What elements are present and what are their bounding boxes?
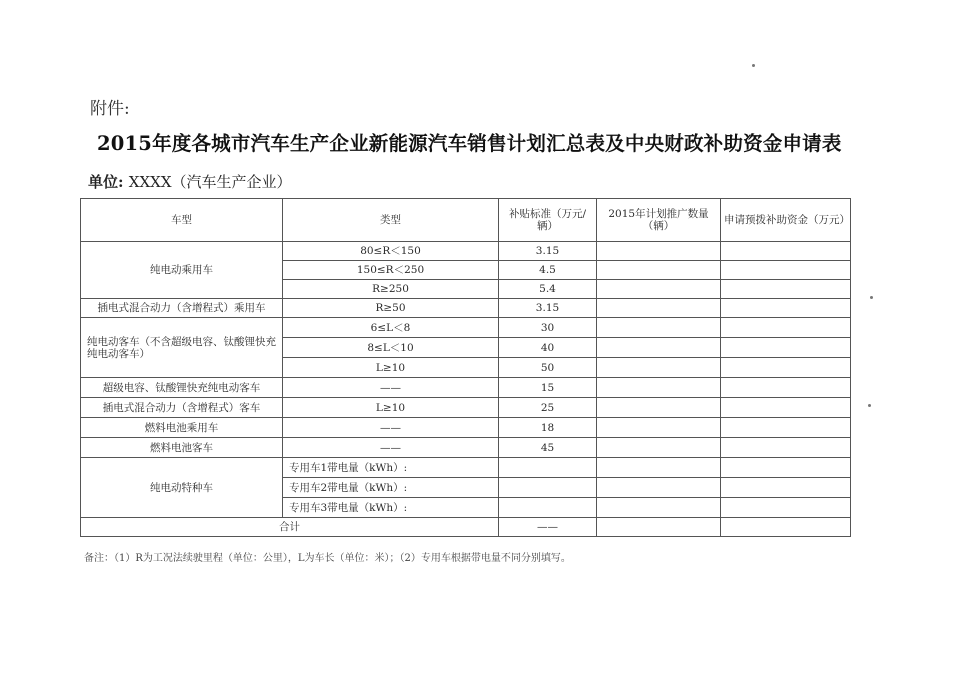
apply-fund-cell[interactable]	[721, 299, 851, 318]
apply-fund-cell[interactable]	[721, 478, 851, 498]
subsidy-cell	[499, 498, 597, 518]
table-row	[81, 458, 851, 478]
unit-line	[88, 171, 292, 192]
plan-qty-cell[interactable]	[597, 299, 721, 318]
plan-qty-cell[interactable]	[597, 478, 721, 498]
plan-qty-cell[interactable]	[597, 318, 721, 338]
apply-fund-cell[interactable]	[721, 358, 851, 378]
group-fc-car: 燃料电池乘用车	[81, 418, 283, 438]
subsidy-cell: 15	[499, 378, 597, 398]
total-plan-qty-cell[interactable]	[597, 518, 721, 537]
category-cell: L≥10	[283, 398, 499, 418]
apply-fund-cell[interactable]	[721, 378, 851, 398]
apply-fund-cell[interactable]	[721, 418, 851, 438]
group-phev-bus: 插电式混合动力（含增程式）客车	[81, 398, 283, 418]
document-title: 2015年度各城市汽车生产企业新能源汽车销售计划汇总表及中央财政补助资金申请表	[97, 132, 842, 155]
group-pure-ev-car: 纯电动乘用车	[81, 242, 283, 299]
header-category: 类型	[283, 199, 499, 242]
category-cell: 8≤L＜10	[283, 338, 499, 358]
subsidy-cell: 30	[499, 318, 597, 338]
plan-qty-cell[interactable]	[597, 378, 721, 398]
footnote: 备注：（1）R为工况法续驶里程（单位：公里），L为车长（单位：米）；（2）专用车根据带电量不同分别填写。	[84, 553, 571, 564]
subsidy-cell	[499, 458, 597, 478]
table-row	[81, 378, 851, 398]
apply-fund-cell[interactable]	[721, 458, 851, 478]
attachment-label: 附件:	[90, 99, 130, 119]
plan-qty-cell[interactable]	[597, 338, 721, 358]
apply-fund-cell[interactable]	[721, 318, 851, 338]
apply-fund-cell[interactable]	[721, 280, 851, 299]
category-cell: 150≤R＜250	[283, 261, 499, 280]
category-cell: 专用车3带电量（kWh）:	[283, 498, 499, 518]
category-cell: 6≤L＜8	[283, 318, 499, 338]
group-fc-bus: 燃料电池客车	[81, 438, 283, 458]
total-apply-fund-cell[interactable]	[721, 518, 851, 537]
apply-fund-cell[interactable]	[721, 498, 851, 518]
unit-label: 单位:	[88, 173, 124, 191]
subsidy-cell: 5.4	[499, 280, 597, 299]
subsidy-cell: 45	[499, 438, 597, 458]
category-cell: ——	[283, 418, 499, 438]
category-cell: 专用车2带电量（kWh）:	[283, 478, 499, 498]
apply-fund-cell[interactable]	[721, 242, 851, 261]
plan-qty-cell[interactable]	[597, 458, 721, 478]
header-subsidy: 补贴标准（万元/辆）	[499, 199, 597, 242]
header-apply-fund: 申请预拨补助资金（万元）	[721, 199, 851, 242]
subsidy-cell: 4.5	[499, 261, 597, 280]
plan-qty-cell[interactable]	[597, 261, 721, 280]
table-row	[81, 438, 851, 458]
plan-qty-cell[interactable]	[597, 418, 721, 438]
group-ultracap-bus: 超级电容、钛酸锂快充纯电动客车	[81, 378, 283, 398]
subsidy-cell: 50	[499, 358, 597, 378]
category-cell: ——	[283, 438, 499, 458]
table-row	[81, 242, 851, 261]
apply-fund-cell[interactable]	[721, 338, 851, 358]
plan-qty-cell[interactable]	[597, 498, 721, 518]
total-subsidy-cell: ——	[499, 518, 597, 537]
subsidy-cell	[499, 478, 597, 498]
category-cell: 80≤R＜150	[283, 242, 499, 261]
subsidy-table	[80, 198, 851, 537]
scan-speck	[752, 64, 755, 67]
category-cell: ——	[283, 378, 499, 398]
total-label: 合计	[81, 518, 499, 537]
plan-qty-cell[interactable]	[597, 280, 721, 299]
subsidy-cell: 3.15	[499, 299, 597, 318]
plan-qty-cell[interactable]	[597, 358, 721, 378]
scan-speck	[868, 404, 871, 407]
scan-speck	[870, 296, 873, 299]
table-row	[81, 418, 851, 438]
group-phev-car: 插电式混合动力（含增程式）乘用车	[81, 299, 283, 318]
subsidy-cell: 40	[499, 338, 597, 358]
apply-fund-cell[interactable]	[721, 398, 851, 418]
category-cell: L≥10	[283, 358, 499, 378]
table-header-row	[81, 199, 851, 242]
subsidy-cell: 3.15	[499, 242, 597, 261]
category-cell: R≥50	[283, 299, 499, 318]
apply-fund-cell[interactable]	[721, 438, 851, 458]
category-cell: R≥250	[283, 280, 499, 299]
table-row	[81, 299, 851, 318]
category-cell: 专用车1带电量（kWh）:	[283, 458, 499, 478]
subsidy-cell: 18	[499, 418, 597, 438]
group-pure-ev-bus: 纯电动客车（不含超级电容、钛酸锂快充纯电动客车）	[81, 318, 283, 378]
apply-fund-cell[interactable]	[721, 261, 851, 280]
plan-qty-cell[interactable]	[597, 242, 721, 261]
table-row	[81, 318, 851, 338]
plan-qty-cell[interactable]	[597, 398, 721, 418]
plan-qty-cell[interactable]	[597, 438, 721, 458]
unit-value: XXXX（汽车生产企业）	[128, 173, 292, 191]
table-total-row	[81, 518, 851, 537]
header-vehicle-type: 车型	[81, 199, 283, 242]
table-row	[81, 398, 851, 418]
group-special-vehicle: 纯电动特种车	[81, 458, 283, 518]
header-plan-qty: 2015年计划推广数量（辆）	[597, 199, 721, 242]
subsidy-cell: 25	[499, 398, 597, 418]
